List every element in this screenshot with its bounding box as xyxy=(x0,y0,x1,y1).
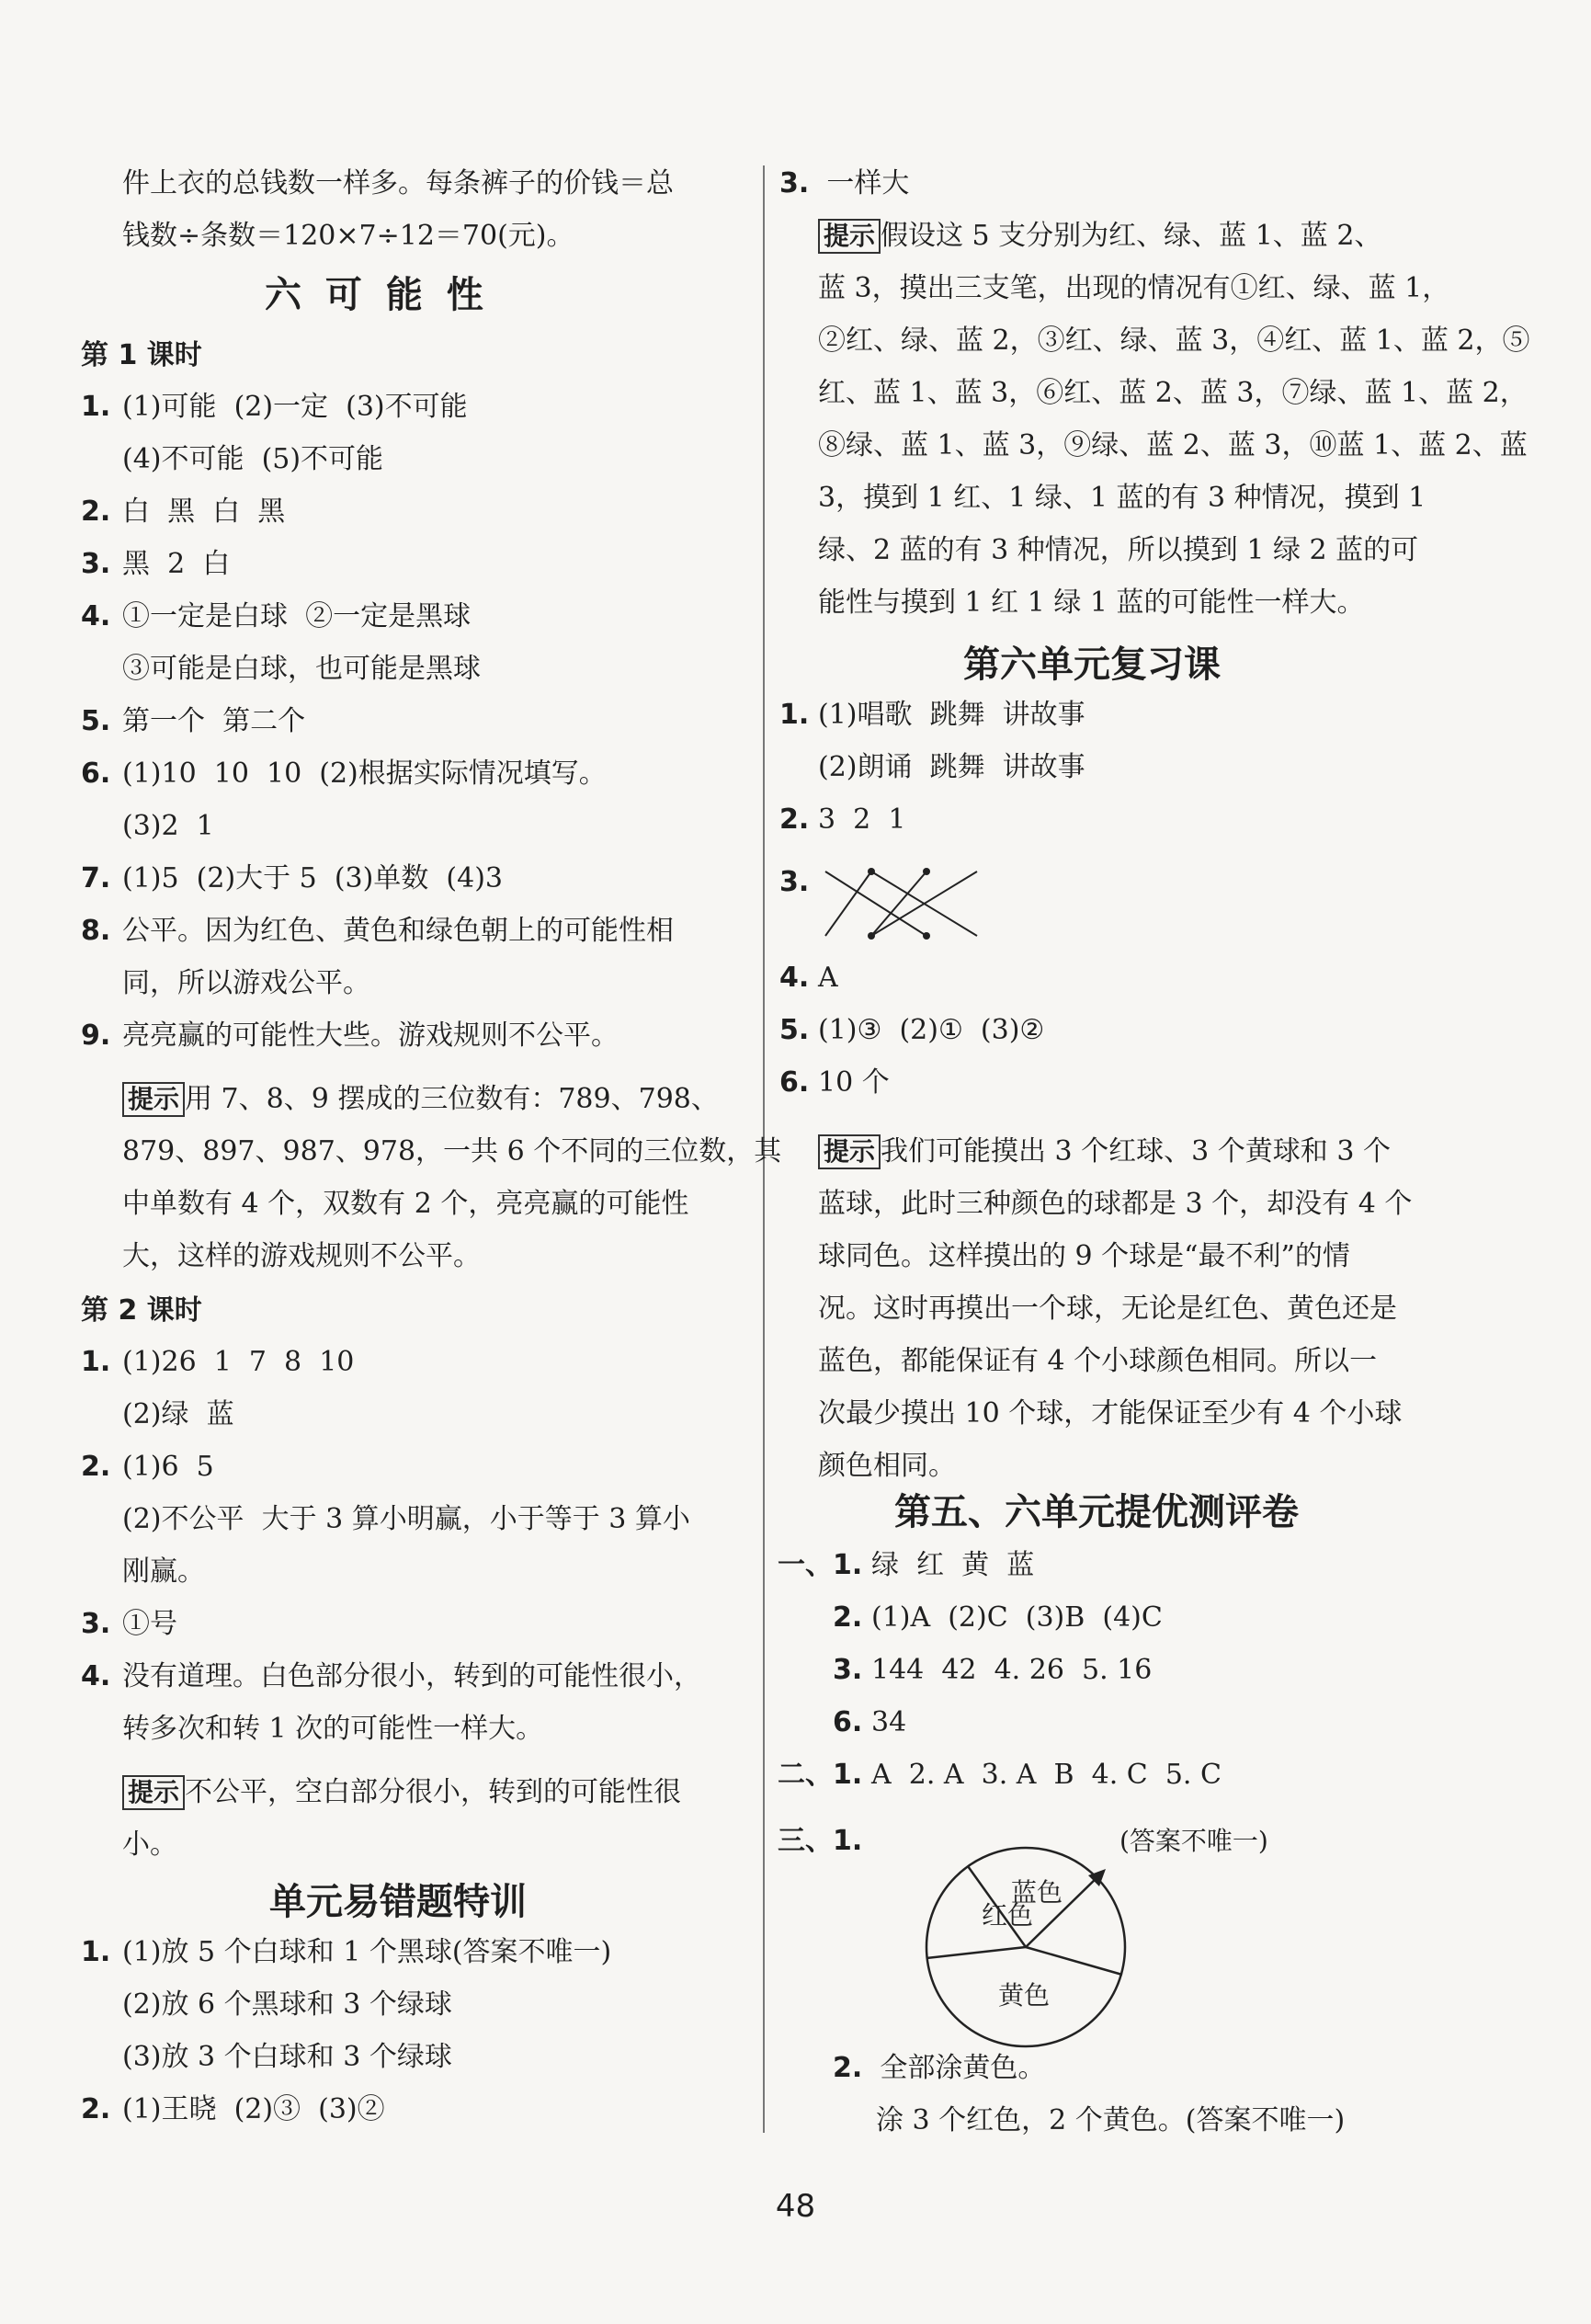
answer-text: 转多次和转 1 次的可能性一样大。 xyxy=(122,1713,544,1745)
answer-number: 4. xyxy=(779,962,810,994)
tip-label: 提示 xyxy=(122,1082,185,1117)
answer-text: ①一定是白球 ②一定是黑球 xyxy=(122,600,472,632)
answer-text: (3)放 3 个白球和 3 个绿球 xyxy=(122,2041,452,2073)
answer-text: ③可能是白球，也可能是黑球 xyxy=(122,653,481,685)
answer-number: 2. xyxy=(81,2093,111,2125)
tip-line: 红、蓝 1、蓝 3，⑥红、蓝 2、蓝 3，⑦绿、蓝 1、蓝 2， xyxy=(818,377,1528,409)
answer-text: ①号 xyxy=(122,1608,177,1640)
answer-text: 黑 2 白 xyxy=(122,548,231,580)
answer-text: (1)放 5 个白球和 1 个黑球(答案不唯一) xyxy=(122,1936,612,1968)
answer-number: 8. xyxy=(81,915,111,947)
answer-text: (1)10 10 10 (2)根据实际情况填写。 xyxy=(122,758,607,790)
test-section-title: 第五、六单元提优测评卷 xyxy=(894,1491,1299,1533)
answer-number: 9. xyxy=(81,1020,111,1052)
answer-text: (1)6 5 xyxy=(122,1451,214,1483)
answer-text: 10 个 xyxy=(818,1066,890,1099)
tip-line: 况。这时再摸出一个球，无论是红色、黄色还是 xyxy=(818,1293,1397,1325)
answer-number: 2. xyxy=(81,496,111,528)
tip-line: 蓝色，都能保证有 4 个小球颜色相同。所以一 xyxy=(818,1345,1378,1377)
answer-number: 2. xyxy=(779,803,810,836)
answer-text: 白 黑 白 黑 xyxy=(122,496,286,528)
answer-number: 1. xyxy=(81,1346,111,1378)
answer-text: (1)王晓 (2)③ (3)② xyxy=(122,2093,385,2125)
pie-label-red: 红色 xyxy=(982,1900,1034,1931)
error-section-title: 单元易错题特训 xyxy=(269,1881,527,1923)
answer-text: 公平。因为红色、黄色和绿色朝上的可能性相 xyxy=(122,915,674,947)
tip-label: 提示 xyxy=(818,219,881,254)
tip-line: 879、897、987、978，一共 6 个不同的三位数，其 xyxy=(122,1135,782,1168)
tip-line: 绿、2 蓝的有 3 种情况，所以摸到 1 绿 2 蓝的可 xyxy=(818,534,1419,566)
tip-line: 能性与摸到 1 红 1 绿 1 蓝的可能性一样大。 xyxy=(818,587,1365,619)
answer-text: (2)绿 蓝 xyxy=(122,1398,234,1430)
answer-number: 6. xyxy=(779,1066,810,1099)
answer-number: 2. xyxy=(833,1601,863,1634)
answer-number: 3. xyxy=(833,1654,863,1686)
tip-line: 提示 不公平，空白部分很小，转到的可能性很 xyxy=(122,1774,681,1811)
answer-text: (1)③ (2)① (3)② xyxy=(818,1014,1045,1046)
answer-text: (2)放 6 个黑球和 3 个绿球 xyxy=(122,1988,452,2021)
answer-text: 34 xyxy=(871,1706,907,1738)
answer-text: (1)唱歌 跳舞 讲故事 xyxy=(818,699,1085,731)
answer-text: (3)2 1 xyxy=(122,810,214,842)
pie-label-yellow: 黄色 xyxy=(998,1980,1051,2011)
tip-line: 中单数有 4 个，双数有 2 个，亮亮赢的可能性 xyxy=(122,1188,689,1220)
tip-line: 蓝球，此时三种颜色的球都是 3 个，却没有 4 个 xyxy=(818,1188,1413,1220)
answer-text: 绿 红 黄 蓝 xyxy=(871,1549,1035,1581)
answer-number: 3. xyxy=(81,548,111,580)
answer-number: 1. xyxy=(779,699,810,731)
answer-number: 4. xyxy=(81,1660,111,1692)
answer-text: 刚赢。 xyxy=(122,1555,205,1588)
answer-number: 二、1. xyxy=(778,1759,863,1791)
answer-number: 1. xyxy=(81,391,111,423)
lesson-2-heading: 第 2 课时 xyxy=(81,1294,202,1327)
tip-line: ⑧绿、蓝 1、蓝 3，⑨绿、蓝 2、蓝 3，⑩蓝 1、蓝 2、蓝 xyxy=(818,429,1528,461)
answer-text: 没有道理。白色部分很小，转到的可能性很小， xyxy=(122,1660,701,1692)
intro-line-1: 件上衣的总钱数一样多。每条裤子的价钱＝总 xyxy=(122,167,674,199)
intro-line-2: 钱数÷条数＝120×7÷12＝70(元)。 xyxy=(122,220,574,252)
tip-line: 3，摸到 1 红、1 绿、1 蓝的有 3 种情况，摸到 1 xyxy=(818,482,1426,514)
tip-line: 提示 我们可能摸出 3 个红球、3 个黄球和 3 个 xyxy=(818,1134,1391,1170)
answer-text: (1)5 (2)大于 5 (3)单数 (4)3 xyxy=(122,862,503,894)
answer-text: (1)可能 (2)一定 (3)不可能 xyxy=(122,391,468,423)
answer-number: 3. xyxy=(779,866,810,898)
tip-label: 提示 xyxy=(122,1775,185,1810)
answer-text: 144 42 4. 26 5. 16 xyxy=(871,1654,1153,1686)
answer-text: 亮亮赢的可能性大些。游戏规则不公平。 xyxy=(122,1020,619,1052)
spinner-pie xyxy=(917,1839,1138,2059)
page-number: 48 xyxy=(775,2188,816,2225)
answer-text: 同，所以游戏公平。 xyxy=(122,967,370,999)
tip-line: 次最少摸出 10 个球，才能保证至少有 4 个小球 xyxy=(818,1397,1403,1430)
answer-number: 6. xyxy=(833,1706,863,1738)
review-section-title: 第六单元复习课 xyxy=(963,644,1221,686)
answer-text: 3 2 1 xyxy=(818,803,906,836)
answer-text: (4)不可能 (5)不可能 xyxy=(122,443,384,475)
tip-line: 蓝 3，摸出三支笔，出现的情况有①红、绿、蓝 1， xyxy=(818,272,1450,304)
answer-text: (2)不公平 大于 3 算小明赢，小于等于 3 算小 xyxy=(122,1503,690,1535)
pie-label-blue: 蓝色 xyxy=(1011,1877,1063,1908)
answer-text: (2)朗诵 跳舞 讲故事 xyxy=(818,751,1085,783)
matching-diagram xyxy=(816,862,991,945)
tip-line: 提示 假设这 5 支分别为红、绿、蓝 1、蓝 2、 xyxy=(818,218,1381,255)
section-title: 六 可 能 性 xyxy=(265,274,489,316)
answer-number: 5. xyxy=(779,1014,810,1046)
answer-number: 7. xyxy=(81,862,111,894)
answer-number: 4. xyxy=(81,600,111,632)
tip-line: ②红、绿、蓝 2，③红、绿、蓝 3，④红、蓝 1、蓝 2，⑤ xyxy=(818,325,1530,357)
pie-note: (答案不唯一) xyxy=(1119,1826,1268,1856)
answer-number: 一、1. xyxy=(778,1549,863,1581)
answer-text: A xyxy=(818,962,838,994)
answer-text: (1)26 1 7 8 10 xyxy=(122,1346,355,1378)
tip-line: 大，这样的游戏规则不公平。 xyxy=(122,1240,481,1272)
answer-number: 3. xyxy=(81,1608,111,1640)
tip-label: 提示 xyxy=(818,1134,881,1169)
answer-line: 2. 全部涂黄色。 xyxy=(833,2052,1046,2084)
answer-number: 2. xyxy=(81,1451,111,1483)
answer-number: 1. xyxy=(81,1936,111,1968)
answer-line: 3. 一样大 xyxy=(779,167,910,199)
answer-line: 涂 3 个红色，2 个黄色。(答案不唯一) xyxy=(876,2104,1346,2136)
tip-line: 小。 xyxy=(122,1828,177,1861)
answer-number: 6. xyxy=(81,758,111,790)
answer-text: A 2. A 3. A B 4. C 5. C xyxy=(871,1759,1222,1791)
answer-text: 第一个 第二个 xyxy=(122,705,306,737)
answer-number: 三、1. xyxy=(778,1825,863,1857)
tip-line: 颜色相同。 xyxy=(818,1450,956,1482)
answer-number: 5. xyxy=(81,705,111,737)
lesson-1-heading: 第 1 课时 xyxy=(81,339,202,371)
tip-line: 提示 用 7、8、9 摆成的三位数有：789、798、 xyxy=(122,1081,719,1118)
tip-line: 球同色。这样摸出的 9 个球是“最不利”的情 xyxy=(818,1240,1350,1272)
answer-text: (1)A (2)C (3)B (4)C xyxy=(871,1601,1163,1634)
